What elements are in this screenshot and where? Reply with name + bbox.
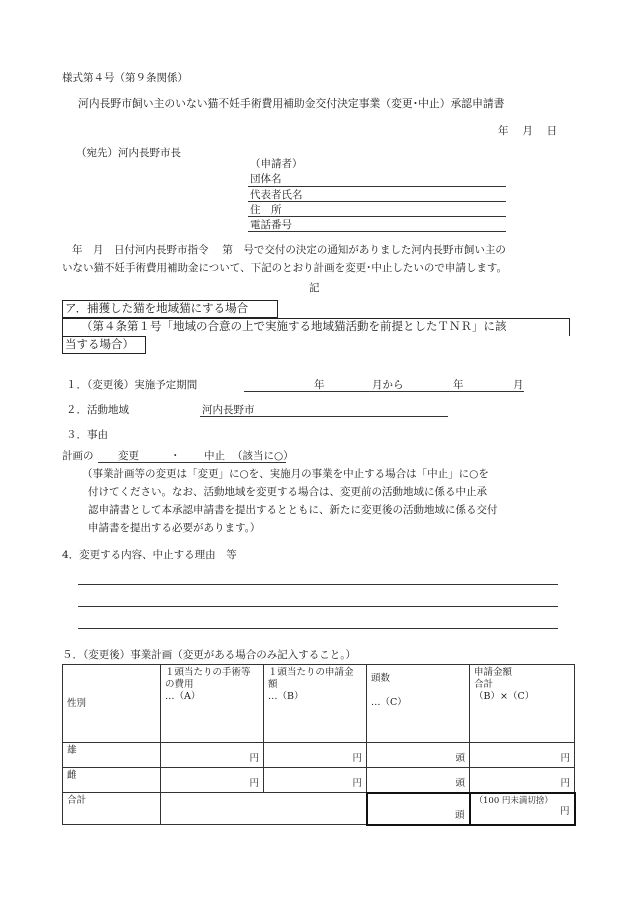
plan-stop-option[interactable]: 中止 — [204, 450, 225, 462]
date-field[interactable]: 年 月 日 — [498, 125, 558, 137]
row-female-total[interactable]: 円 — [470, 768, 575, 793]
header-count — [367, 665, 470, 743]
section-a-sub-box — [62, 318, 570, 336]
org-name-label: 団体名 — [250, 173, 282, 185]
plan-table — [62, 664, 576, 826]
section-a-title: ア．捕獲した猫を地域猫にする場合 — [65, 301, 249, 315]
header-amount — [264, 665, 367, 743]
plan-dot: ・ — [170, 450, 181, 462]
content-label: 4．変更する内容、中止する理由 等 — [62, 549, 237, 561]
plan-prefix: 計画の — [62, 450, 94, 462]
reason-label: ３．事由 — [66, 429, 108, 441]
note-line-1: （事業計画等の変更は「変更」に○を、実施月の事業を中止する場合は「中止」に○を — [82, 468, 489, 480]
section-a-box — [62, 300, 278, 318]
plan-label: ５．（変更後）事業計画（変更がある場合のみ記入すること。） — [62, 649, 356, 661]
table-total-row — [63, 793, 575, 825]
header-total-line-3: （B）×（C） — [474, 690, 535, 702]
address-field[interactable] — [248, 216, 506, 217]
table-row — [63, 743, 575, 768]
phone-label: 電話番号 — [250, 219, 292, 231]
content-line-2[interactable] — [78, 606, 558, 607]
plan-change-option[interactable]: 変更 — [118, 450, 139, 462]
row-total-count[interactable]: 頭 — [367, 793, 470, 825]
ki-mark: 記 — [309, 282, 320, 294]
content-line-1[interactable] — [78, 584, 558, 585]
document-title: 河内長野市飼い主のいない猫不妊手術費用補助金交付決定事業（変更･中止）承認申請書 — [78, 97, 505, 110]
header-cost-line-3: …（A） — [165, 690, 201, 702]
plan-note: （該当に○） — [232, 450, 294, 462]
section-a-sub-line-1: （第４条第１号「地域の合意の上で実施する地域猫活動を前提としたＴＮＲ」に該 — [81, 319, 507, 333]
note-line-4: 申請書を提出する必要があります。） — [88, 522, 261, 534]
header-sex: 性別 — [63, 665, 161, 743]
period-from: 月から — [372, 379, 404, 391]
header-total-line-1: 申請金額 — [474, 667, 513, 678]
period-year-2: 年 — [453, 379, 464, 391]
row-total-label: 合計 — [63, 793, 161, 825]
phone-field[interactable] — [248, 231, 506, 232]
addressee: （宛先）河内長野市長 — [76, 147, 181, 159]
intro-line-1: 年 月 日付河内長野市指令 第 号で交付の決定の通知がありました河内長野市飼い主の — [72, 244, 506, 256]
row-male-count[interactable]: 頭 — [367, 743, 470, 768]
header-amount-line-1: １頭当たりの申請金 — [268, 667, 354, 678]
org-name-field[interactable] — [248, 186, 506, 187]
header-total-line-2: 合計 — [474, 678, 494, 690]
content-line-3[interactable] — [78, 628, 558, 629]
area-field[interactable] — [200, 416, 448, 417]
row-female-count[interactable]: 頭 — [367, 768, 470, 793]
address-label: 住 所 — [250, 204, 282, 216]
representative-label: 代表者氏名 — [250, 189, 303, 201]
row-male-label: 雄 — [63, 743, 161, 768]
representative-field[interactable] — [248, 201, 506, 202]
section-a-sub-line-2: 当する場合） — [65, 337, 134, 351]
row-male-cost[interactable]: 円 — [161, 743, 264, 768]
header-count-line-2: …（C） — [371, 696, 407, 708]
row-male-total[interactable]: 円 — [470, 743, 575, 768]
area-value: 河内長野市 — [202, 404, 255, 416]
note-line-3: 認申請書として本承認申請書を提出するとともに、新たに変更後の活動地域に係る交付 — [88, 504, 498, 516]
header-total — [470, 665, 575, 743]
row-female-label: 雌 — [63, 768, 161, 793]
row-total-blank — [161, 793, 367, 825]
row-total-note: （100 円未満切捨） — [474, 795, 553, 806]
period-year-1: 年 — [314, 379, 325, 391]
header-cost-line-2: の費用 — [165, 678, 194, 690]
period-month: 月 — [513, 379, 524, 391]
table-row — [63, 768, 575, 793]
section-a-sub-box-2 — [62, 336, 146, 354]
form-number: 様式第４号（第９条関係） — [62, 72, 188, 84]
row-total-unit: 円 — [559, 806, 570, 818]
header-count-line-1: 頭数 — [371, 673, 391, 684]
row-female-amount[interactable]: 円 — [264, 768, 367, 793]
applicant-heading: （申請者） — [250, 158, 303, 170]
area-label: ２．活動地域 — [66, 404, 129, 416]
intro-line-2: いない猫不妊手術費用補助金について、下記のとおり計画を変更･中止したいので申請します。 — [62, 262, 507, 274]
table-header-row — [63, 665, 575, 743]
period-label: １．（変更後）実施予定期間 — [66, 379, 198, 391]
row-total-amount[interactable] — [470, 793, 575, 825]
row-female-cost[interactable]: 円 — [161, 768, 264, 793]
note-line-2: 付けてください。なお、活動地域を変更する場合は、変更前の活動地域に係る中止承 — [88, 486, 487, 498]
header-amount-line-3: …（B） — [268, 690, 304, 702]
header-cost — [161, 665, 264, 743]
period-field[interactable] — [244, 391, 524, 392]
plan-underline — [98, 462, 286, 463]
header-amount-line-2: 額 — [268, 678, 278, 690]
header-cost-line-1: １頭当たりの手術等 — [165, 667, 251, 678]
row-male-amount[interactable]: 円 — [264, 743, 367, 768]
